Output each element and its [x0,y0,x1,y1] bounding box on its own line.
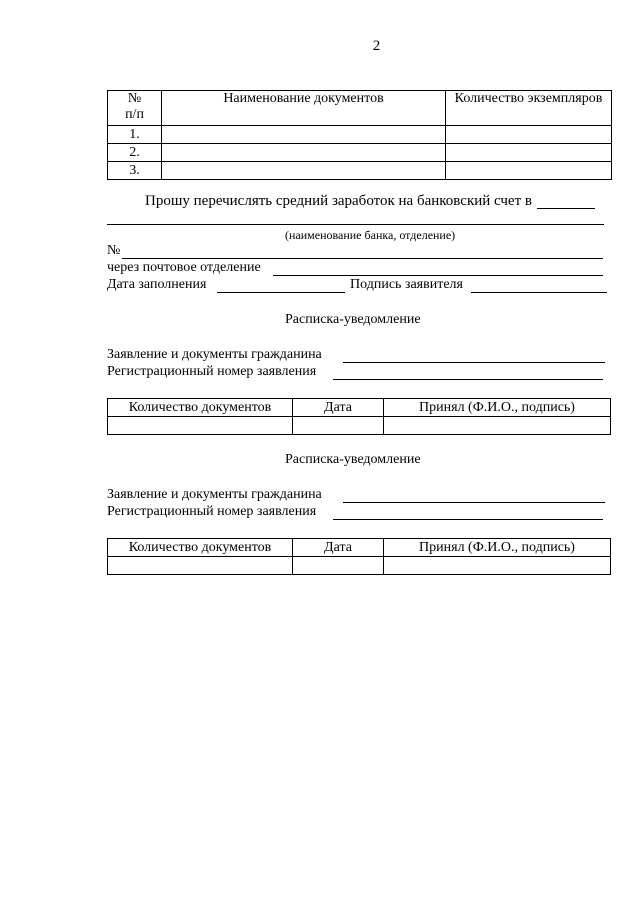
receipt-title: Расписка-уведомление [285,312,421,327]
header-date: Дата [293,539,384,557]
statement-label: Заявление и документы гражданина [107,347,322,362]
copies-cell[interactable] [446,126,612,144]
reg-number-field[interactable] [333,519,603,520]
number-label: № [107,243,121,258]
bank-caption: (наименование банка, отделение) [285,228,456,242]
documents-table [107,90,612,180]
header-copies: Количество экземпляров [446,91,612,126]
doc-count-cell[interactable] [108,417,293,435]
post-office-label: через почтовое отделение [107,260,261,275]
table-row [108,417,611,435]
citizen-name-field[interactable] [343,362,605,363]
header-date: Дата [293,399,384,417]
header-doc-name: Наименование документов [162,91,446,126]
fill-date-label: Дата заполнения [107,277,207,292]
doc-name-cell[interactable] [162,162,446,180]
bank-account-field[interactable] [537,208,595,209]
citizen-name-field[interactable] [343,502,605,503]
copies-cell[interactable] [446,144,612,162]
header-doc-count: Количество документов [108,539,293,557]
header-number-line1: № [127,91,142,106]
copies-cell[interactable] [446,162,612,180]
bank-name-field[interactable] [107,224,604,225]
header-number-line2: п/п [125,107,144,122]
signature-field[interactable] [471,292,607,293]
doc-name-cell[interactable] [162,126,446,144]
statement-label: Заявление и документы гражданина [107,487,322,502]
reg-number-label: Регистрационный номер заявления [107,504,317,519]
row-number: 1. [108,126,162,144]
post-office-field[interactable] [273,275,603,276]
doc-name-cell[interactable] [162,144,446,162]
fill-date-field[interactable] [217,292,345,293]
accepted-by-cell[interactable] [384,557,611,575]
date-cell[interactable] [293,417,384,435]
accepted-by-cell[interactable] [384,417,611,435]
date-cell[interactable] [293,557,384,575]
receipt-table [107,538,611,575]
signature-label: Подпись заявителя [350,277,463,292]
table-row [108,557,611,575]
table-row [108,144,612,162]
bank-request-text: Прошу перечислять средний заработок на банковский счет в [145,193,532,209]
reg-number-label: Регистрационный номер заявления [107,364,317,379]
receipt-table [107,398,611,435]
row-number: 2. [108,144,162,162]
reg-number-field[interactable] [333,379,603,380]
row-number: 3. [108,162,162,180]
page-number: 2 [372,38,381,54]
header-accepted-by: Принял (Ф.И.О., подпись) [384,539,611,557]
number-field[interactable] [122,258,603,259]
header-number [108,91,162,126]
table-row [108,126,612,144]
header-accepted-by: Принял (Ф.И.О., подпись) [384,399,611,417]
header-doc-count: Количество документов [108,399,293,417]
table-row [108,162,612,180]
doc-count-cell[interactable] [108,557,293,575]
receipt-title: Расписка-уведомление [285,452,421,467]
